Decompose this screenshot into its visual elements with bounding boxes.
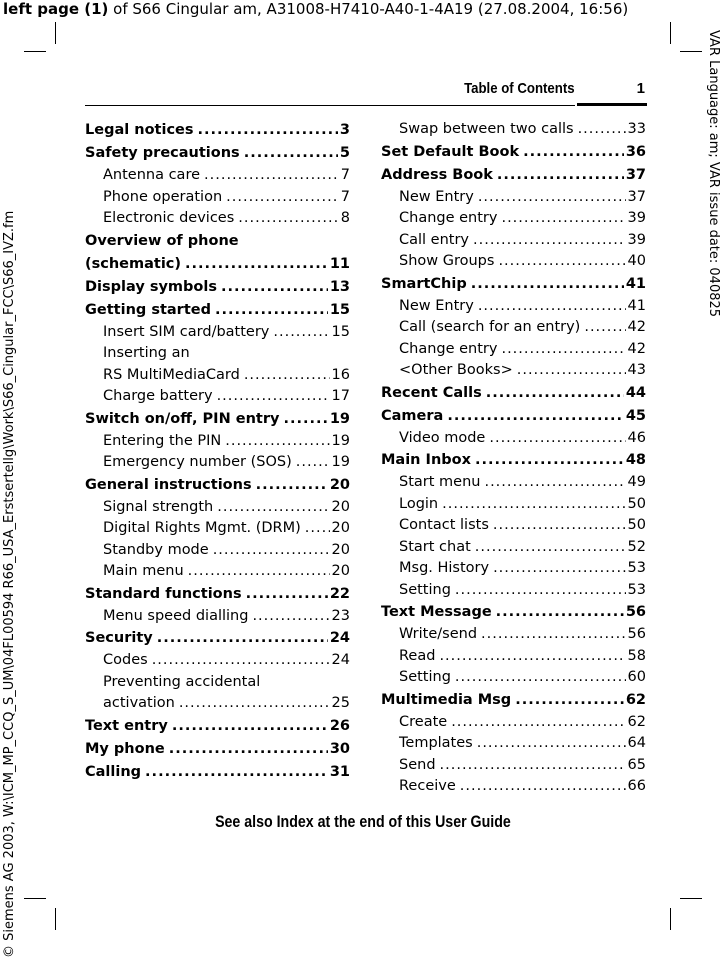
toc-section-entry[interactable] [85,452,350,474]
toc-leader-dots [501,208,625,230]
toc-entry-title: Address Book [381,166,493,183]
toc-chapter-entry[interactable] [85,627,350,650]
toc-chapter-entry[interactable] [381,405,646,428]
toc-leader-dots [244,142,338,165]
toc-entry-title: Getting started [85,301,211,318]
toc-leader-dots [501,339,625,361]
toc-chapter-entry[interactable] [85,119,350,142]
proof-header-page: left page (1) [3,0,109,18]
toc-section-entry[interactable] [381,428,646,450]
toc-entry-page: 31 [329,763,350,780]
toc-entry-title: Show Groups [399,253,495,269]
side-margin-right [703,30,723,950]
toc-entry-page: 43 [627,362,646,378]
toc-entry-page: 37 [627,188,646,205]
toc-entry-page: 5 [339,145,350,161]
toc-section-entry[interactable] [381,624,646,646]
toc-section-entry[interactable] [381,360,646,382]
toc-entry-title: Start menu [399,474,481,490]
toc-entry-page: 20 [331,520,350,536]
toc-leader-dots [185,253,328,276]
toc-section-entry[interactable] [381,119,646,141]
toc-entry-title: Login [399,495,439,512]
toc-entry-title: Recent Calls [381,384,482,401]
toc-entry-title: (schematic) [85,255,182,272]
toc-entry-page: 25 [331,695,350,711]
toc-leader-dots [256,474,328,497]
toc-entry-page: 26 [329,717,350,734]
toc-entry-page: 24 [329,630,350,646]
toc-entry-title: Calling [85,763,142,780]
index-note [0,813,725,832]
toc-leader-dots [584,317,625,339]
toc-leader-dots [473,230,626,252]
toc-entry-title: Main menu [103,563,184,579]
toc-entry-title: Setting [399,581,451,598]
crop-mark [55,22,56,44]
toc-section-entry[interactable] [85,650,350,672]
toc-section-entry[interactable] [85,606,350,628]
toc-leader-dots [578,119,626,141]
toc-section-entry[interactable] [381,580,646,602]
toc-section-entry[interactable] [381,558,646,580]
toc-section-entry[interactable] [381,187,646,209]
toc-section-entry[interactable] [381,733,646,755]
toc-leader-dots [283,408,327,431]
toc-entry-page: 15 [331,323,350,340]
toc-leader-dots [244,365,330,387]
toc-section-entry[interactable] [381,208,646,230]
toc-entry-title: Video mode [399,429,486,446]
toc-entry-page: 8 [340,210,350,226]
toc-entry-title: Swap between two calls [399,121,574,137]
crop-mark [55,908,56,930]
toc-leader-dots [515,689,624,712]
toc-chapter-entry[interactable] [85,715,350,738]
crop-mark [24,898,46,899]
toc-leader-dots [447,405,624,428]
toc-entry-page: 42 [627,340,646,357]
toc-chapter-entry[interactable] [85,408,350,431]
toc-entry-page: 62 [625,691,646,708]
toc-chapter-entry[interactable] [381,164,646,187]
toc-entry-page: 37 [625,166,646,183]
header-rule [85,105,575,106]
toc-section-entry[interactable] [381,494,646,516]
toc-entry-title: Signal strength [103,498,214,515]
toc-entry-page: 52 [627,538,646,555]
toc-leader-dots [273,322,329,344]
toc-chapter-entry[interactable] [85,230,350,253]
toc-entry-title: Digital Rights Mgmt. (DRM) [103,520,301,536]
toc-leader-dots [478,296,626,318]
toc-entry-page: 23 [331,607,350,624]
toc-entry-page: 20 [331,563,350,579]
toc-entry-page: 60 [627,669,646,685]
toc-entry-page: 48 [625,452,646,468]
toc-leader-dots [523,141,624,164]
toc-leader-dots [215,299,328,322]
index-note-text: See also Index at the end of this User Guide [214,813,511,831]
toc-entry-title: Create [399,713,448,730]
toc-section-entry[interactable] [85,165,350,187]
toc-section-entry[interactable] [85,187,350,209]
toc-leader-dots [204,165,339,187]
toc-leader-dots [296,452,330,474]
toc-entry-page: 49 [627,474,646,490]
toc-section-entry[interactable] [381,317,646,339]
toc-entry-title: Multimedia Msg [381,691,512,708]
toc-entry-title: Entering the PIN [103,432,222,449]
toc-entry-title: Contact lists [399,517,489,533]
toc-leader-dots [455,580,626,602]
toc-entry-title: Overview of phone [85,232,239,249]
header-rule-thick [577,103,647,106]
toc-entry-title: New Entry [399,188,474,205]
toc-entry-title: Standard functions [85,585,242,602]
toc-entry-title: Send [399,756,436,773]
toc-entry-page: 66 [627,778,646,794]
toc-entry-page: 39 [627,210,646,226]
toc-leader-dots [497,164,624,187]
toc-leader-dots [481,624,626,646]
crop-mark [670,22,671,44]
toc-leader-dots [442,494,625,516]
toc-chapter-entry[interactable] [85,276,350,299]
toc-section-entry[interactable] [85,672,350,694]
toc-chapter-entry[interactable] [85,474,350,497]
toc-entry-title: Msg. History [399,560,490,576]
toc-leader-dots [179,693,330,715]
copyright-path-note: © Siemens AG 2003, W:\ICM_MP_CCQ_S_UM\04FL00594 R66_USA_Erstsertellg\Work\S66_Cingular_FCC\S66_IVZ.fm [2,210,17,958]
toc-leader-dots [152,650,330,672]
toc-leader-dots [486,382,624,405]
toc-entry-title: Switch on/off, PIN entry [85,410,280,427]
toc-entry-title: General instructions [85,476,252,493]
toc-leader-dots [455,667,626,689]
toc-entry-title: Setting [399,669,451,685]
toc-entry-title: Standby mode [103,541,209,558]
toc-entry-title: Emergency number (SOS) [103,454,292,470]
toc-entry-title: Start chat [399,538,471,555]
toc-entry-page: 22 [329,585,350,602]
toc-section-entry[interactable] [85,322,350,344]
toc-entry-page: 24 [331,652,350,668]
toc-column-left [85,119,350,784]
toc-entry-title: Call (search for an entry) [399,319,581,335]
toc-entry-title: Read [399,647,436,664]
toc-entry-page: 65 [627,756,646,773]
toc-entry-title: Safety precautions [85,145,240,161]
toc-entry-title: Charge battery [103,388,213,404]
toc-leader-dots [439,646,625,668]
toc-leader-dots [188,561,330,583]
toc-chapter-entry[interactable] [85,299,350,322]
toc-leader-dots [477,733,626,755]
toc-section-entry[interactable] [381,646,646,668]
toc-section-entry[interactable] [381,776,646,798]
toc-entry-title: Insert SIM card/battery [103,323,270,340]
toc-leader-dots [484,472,625,494]
toc-section-entry[interactable] [85,208,350,230]
toc-leader-dots [252,606,329,628]
toc-leader-dots [478,187,626,209]
toc-chapter-entry[interactable] [381,141,646,164]
toc-entry-page: 53 [627,560,646,576]
toc-section-entry[interactable] [381,472,646,494]
toc-chapter-entry[interactable] [85,253,350,276]
toc-leader-dots [475,537,626,559]
toc-section-entry[interactable] [85,431,350,453]
toc-section-entry[interactable] [85,693,350,715]
crop-mark [670,908,671,930]
toc-entry-title: New Entry [399,297,474,314]
toc-entry-title: Main Inbox [381,452,471,468]
toc-entry-page: 50 [627,495,646,512]
toc-entry-title: Legal notices [85,122,194,138]
toc-entry-page: 11 [329,255,350,272]
toc-leader-dots [517,360,626,382]
toc-leader-dots [489,428,625,450]
toc-entry-title: Codes [103,652,148,668]
toc-section-entry[interactable] [85,365,350,387]
toc-entry-page: 42 [627,319,646,335]
toc-entry-title: Menu speed dialling [103,607,249,624]
toc-section-entry[interactable] [85,561,350,583]
crop-mark [680,898,702,899]
toc-leader-dots [498,251,625,273]
toc-entry-page: 46 [627,429,646,446]
toc-chapter-entry[interactable] [85,738,350,761]
toc-entry-page: 20 [331,498,350,515]
crop-mark [24,51,46,52]
toc-section-entry[interactable] [85,540,350,562]
toc-entry-page: 64 [627,735,646,751]
toc-entry-title: Security [85,630,153,646]
proof-header-details: of S66 Cingular am, A31008-H7410-A40-1-4A19 (27.08.2004, 16:56) [108,0,629,18]
toc-entry-page: 40 [627,253,646,269]
toc-entry-title: Inserting an [103,345,190,361]
toc-chapter-entry[interactable] [85,583,350,606]
toc-section-entry[interactable] [381,230,646,252]
toc-entry-page: 7 [340,167,350,183]
toc-entry-page: 36 [625,143,646,160]
toc-entry-title: activation [103,695,175,711]
toc-section-entry[interactable] [381,755,646,777]
toc-chapter-entry[interactable] [381,601,646,624]
page-title: Table of Contents [464,80,575,97]
toc-leader-dots [172,715,328,738]
toc-entry-title: Receive [399,778,456,794]
toc-section-entry[interactable] [381,251,646,273]
toc-leader-dots [493,558,625,580]
toc-entry-page: 39 [627,231,646,248]
toc-entry-page: 17 [331,388,350,404]
toc-leader-dots [238,208,339,230]
toc-leader-dots [169,738,328,761]
toc-entry-page: 62 [627,713,646,730]
toc-entry-page: 3 [339,122,350,138]
proof-header [3,0,628,18]
toc-entry-title: Change entry [399,210,498,226]
toc-entry-title: Call entry [399,231,470,248]
toc-entry-page: 19 [329,410,350,427]
toc-section-entry[interactable] [85,497,350,519]
toc-leader-dots [225,431,329,453]
toc-chapter-entry[interactable] [381,382,646,405]
page-header [85,78,647,106]
toc-leader-dots [145,761,328,784]
toc-entry-page: 53 [627,581,646,598]
toc-leader-dots [496,601,624,624]
toc-entry-title: My phone [85,740,165,757]
toc-entry-title: Preventing accidental [103,673,261,690]
toc-leader-dots [221,276,328,299]
toc-leader-dots [213,540,330,562]
var-language-note: VAR Language: am; VAR issue date: 040825 [706,30,721,318]
toc-chapter-entry[interactable] [85,142,350,165]
toc-section-entry[interactable] [85,518,350,540]
toc-entry-page: 41 [625,275,646,292]
toc-entry-page: 56 [625,604,646,620]
toc-entry-title: RS MultiMediaCard [103,366,240,383]
toc-entry-title: Phone operation [103,188,223,205]
toc-section-entry[interactable] [381,712,646,734]
toc-leader-dots [460,776,626,798]
toc-leader-dots [493,515,626,537]
toc-chapter-entry[interactable] [85,761,350,784]
toc-entry-title: Change entry [399,340,498,357]
toc-leader-dots [471,273,624,296]
toc-section-entry[interactable] [381,339,646,361]
toc-entry-page: 44 [625,384,646,401]
toc-entry-title: Camera [381,407,444,424]
toc-entry-page: 41 [627,297,646,314]
toc-chapter-entry[interactable] [381,273,646,296]
toc-entry-page: 13 [329,278,350,295]
toc-entry-page: 20 [331,541,350,558]
toc-entry-title: Antenna care [103,167,201,183]
toc-leader-dots [451,712,625,734]
toc-leader-dots [217,497,329,519]
toc-entry-title: Display symbols [85,278,217,295]
toc-leader-dots [226,187,339,209]
toc-section-entry[interactable] [381,296,646,318]
toc-section-entry[interactable] [381,667,646,689]
toc-entry-title: Templates [399,735,473,751]
crop-mark [680,51,702,52]
toc-leader-dots [475,449,624,472]
toc-entry-page: 7 [340,188,350,205]
toc-leader-dots [305,518,330,540]
toc-section-entry[interactable] [381,515,646,537]
toc-leader-dots [217,386,330,408]
toc-entry-page: 58 [627,647,646,664]
toc-entry-title: Write/send [399,626,478,642]
toc-entry-page: 19 [331,432,350,449]
toc-entry-page: 33 [627,121,646,137]
toc-chapter-entry[interactable] [381,449,646,472]
toc-entry-title: SmartChip [381,275,467,292]
toc-column-right [381,119,646,798]
toc-entry-page: 30 [329,740,350,757]
toc-entry-page: 20 [329,476,350,493]
page-number: 1 [636,80,645,97]
toc-leader-dots [246,583,328,606]
toc-entry-page: 16 [331,366,350,383]
toc-section-entry[interactable] [85,343,350,365]
toc-entry-title: Electronic devices [103,210,235,226]
toc-entry-page: 56 [627,626,646,642]
toc-section-entry[interactable] [381,537,646,559]
toc-entry-page: 45 [625,407,646,424]
toc-leader-dots [198,119,338,142]
toc-chapter-entry[interactable] [381,689,646,712]
toc-entry-page: 15 [329,301,350,318]
toc-entry-title: <Other Books> [399,362,513,378]
toc-section-entry[interactable] [85,386,350,408]
toc-entry-title: Set Default Book [381,143,520,160]
toc-entry-page: 19 [331,454,350,470]
toc-entry-title: Text entry [85,717,168,734]
toc-leader-dots [157,627,328,650]
toc-entry-title: Text Message [381,604,492,620]
toc-entry-page: 50 [627,517,646,533]
toc-leader-dots [440,755,626,777]
